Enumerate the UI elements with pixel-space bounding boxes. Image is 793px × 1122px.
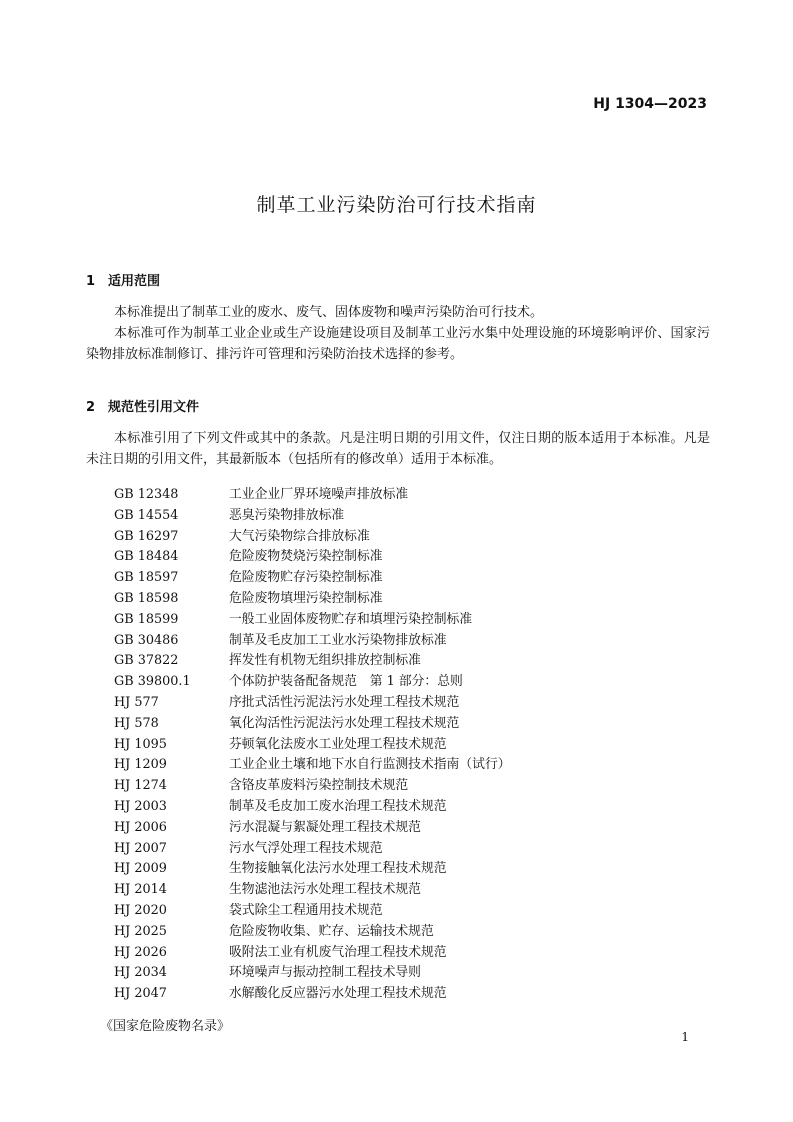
paragraph: 本标准可作为制革工业企业或生产设施建设项目及制革工业污水集中处理设施的环境影响评价、国家污染物排放标准制修订、排污许可管理和污染防治技术选择的参考。 <box>86 326 710 362</box>
section-number: 2 <box>86 400 96 415</box>
reference-code: GB 14554 <box>114 507 179 523</box>
reference-item <box>114 589 511 610</box>
reference-code: HJ 2006 <box>114 819 167 835</box>
reference-title: 工业企业土壤和地下水自行监测技术指南（试行） <box>229 757 511 773</box>
reference-code: HJ 2025 <box>114 923 167 939</box>
reference-item <box>114 693 511 714</box>
reference-code: GB 18484 <box>114 549 179 565</box>
paragraph: 本标准引用了下列文件或其中的条款。凡是注明日期的引用文件，仅注日期的版本适用于本标准。凡是未注日期的引用文件，其最新版本（包括所有的修改单）适用于本标准。 <box>86 431 710 467</box>
paragraph: 本标准提出了制革工业的废水、废气、固体废物和噪声污染防治可行技术。 <box>114 305 544 320</box>
reference-item <box>114 568 511 589</box>
reference-item <box>114 901 511 922</box>
reference-title: 危险废物填埋污染控制标准 <box>229 590 383 606</box>
reference-title: 袋式除尘工程通用技术规范 <box>229 902 383 918</box>
reference-code: HJ 2003 <box>114 798 167 814</box>
reference-code: HJ 2009 <box>114 861 167 877</box>
reference-title: 工业企业厂界环境噪声排放标准 <box>229 487 409 502</box>
reference-title: 恶臭污染物排放标准 <box>229 507 345 523</box>
reference-code: HJ 2034 <box>114 965 167 981</box>
reference-title: 危险废物焚烧污染控制标准 <box>229 549 383 565</box>
reference-item <box>114 755 511 776</box>
reference-title: 含铬皮革废料污染控制技术规范 <box>229 778 409 794</box>
reference-code: HJ 1209 <box>114 757 167 773</box>
reference-code: GB 37822 <box>114 653 179 669</box>
reference-item <box>114 547 511 568</box>
reference-title: 环境噪声与振动控制工程技术导则 <box>229 965 421 981</box>
reference-title: 挥发性有机物无组织排放控制标准 <box>229 653 421 669</box>
reference-list <box>114 485 511 1005</box>
reference-item <box>114 735 511 756</box>
reference-item <box>114 797 511 818</box>
reference-item <box>114 776 511 797</box>
reference-title: 污水气浮处理工程技术规范 <box>229 840 383 856</box>
reference-item <box>114 818 511 839</box>
reference-code: GB 39800.1 <box>114 674 191 690</box>
reference-code: HJ 577 <box>114 694 159 710</box>
reference-item <box>114 943 511 964</box>
document-title: 制革工业污染防治可行技术指南 <box>256 194 537 216</box>
reference-code: HJ 2007 <box>114 840 167 856</box>
reference-title: 危险废物贮存污染控制标准 <box>229 570 383 586</box>
reference-item <box>114 839 511 860</box>
reference-item <box>114 651 511 672</box>
reference-item <box>114 672 511 693</box>
reference-code: HJ 2020 <box>114 902 167 918</box>
reference-title: 水解酸化反应器污水处理工程技术规范 <box>229 986 447 1002</box>
reference-title: 氧化沟活性污泥法污水处理工程技术规范 <box>229 715 460 731</box>
section-heading-text: 适用范围 <box>108 274 161 289</box>
reference-item <box>114 631 511 652</box>
reference-code: GB 12348 <box>114 487 179 502</box>
reference-title: 序批式活性污泥法污水处理工程技术规范 <box>229 694 460 710</box>
reference-code: GB 18598 <box>114 590 179 606</box>
reference-title: 污水混凝与絮凝处理工程技术规范 <box>229 819 421 835</box>
reference-code: HJ 1274 <box>114 778 167 794</box>
reference-item <box>114 714 511 735</box>
extra-reference: 《国家危险废物名录》 <box>100 1019 231 1034</box>
reference-title: 制革及毛皮加工废水治理工程技术规范 <box>229 798 447 814</box>
reference-title: 吸附法工业有机废气治理工程技术规范 <box>229 944 447 960</box>
reference-item <box>114 880 511 901</box>
reference-code: HJ 2047 <box>114 986 167 1002</box>
reference-title: 生物滤池法污水处理工程技术规范 <box>229 882 421 898</box>
reference-title: 生物接触氧化法污水处理工程技术规范 <box>229 861 447 877</box>
reference-item <box>114 984 511 1005</box>
reference-code: HJ 2026 <box>114 944 167 960</box>
reference-code: GB 30486 <box>114 632 179 648</box>
reference-title: 一般工业固体废物贮存和填埋污染控制标准 <box>229 611 473 627</box>
reference-title: 个体防护装备配备规范 第 1 部分：总则 <box>229 674 463 690</box>
reference-item <box>114 963 511 984</box>
reference-title: 危险废物收集、贮存、运输技术规范 <box>229 923 434 939</box>
reference-code: GB 18597 <box>114 570 179 586</box>
reference-code: HJ 1095 <box>114 736 167 752</box>
reference-item <box>114 527 511 548</box>
reference-item <box>114 506 511 527</box>
standard-code: HJ 1304—2023 <box>593 96 707 112</box>
reference-item <box>114 610 511 631</box>
reference-title: 大气污染物综合排放标准 <box>229 528 370 544</box>
reference-item <box>114 485 511 506</box>
reference-item <box>114 922 511 943</box>
section-2-heading <box>86 396 199 415</box>
page-number: 1 <box>681 1030 689 1044</box>
section-1-heading <box>86 270 160 289</box>
reference-title: 芬顿氧化法废水工业处理工程技术规范 <box>229 736 447 752</box>
reference-code: HJ 2014 <box>114 882 167 898</box>
section-heading-text: 规范性引用文件 <box>108 400 200 415</box>
section-number: 1 <box>86 274 96 289</box>
reference-code: GB 18599 <box>114 611 179 627</box>
reference-title: 制革及毛皮加工工业水污染物排放标准 <box>229 632 447 648</box>
reference-code: GB 16297 <box>114 528 179 544</box>
reference-code: HJ 578 <box>114 715 159 731</box>
reference-item <box>114 859 511 880</box>
